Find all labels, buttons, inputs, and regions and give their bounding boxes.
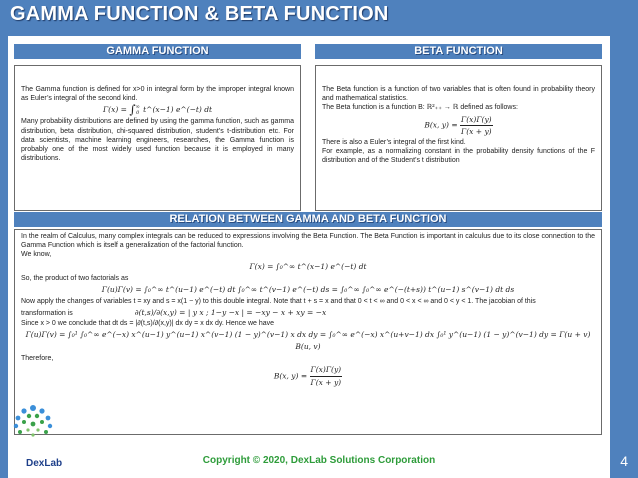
gamma-upper-limit: ∞ [135,104,140,111]
gamma-formula-lhs: Γ(x) = [102,105,127,115]
beta-formula-num: Γ(x)Γ(y) [461,114,492,124]
page-title: GAMMA FUNCTION & BETA FUNCTION [10,3,389,25]
gamma-heading: GAMMA FUNCTION [14,44,301,59]
gamma-lower-limit: 0 [136,110,140,117]
gamma-formula [21,104,294,116]
relation-eq4 [21,364,595,389]
beta-formula-lhs: B(x, y) = [424,120,458,130]
content-panel [8,36,610,478]
relation-transform-text: transformation is [21,310,73,318]
gamma-box [14,65,301,211]
dexlab-logo-icon [4,400,62,442]
relation-so-text: So, the product of two factorials as [21,274,129,282]
gamma-intro: The Gamma function is defined for x>0 in integral form by the improper integral known as Euler’s integral of the second kind. [21,86,294,103]
relation-since-text: Since x > 0 we conclude that dt ds = |∂(t,s)/∂(x,y)| dx dy = x dx dy. Hence we have [21,320,275,328]
relation-eq3: Γ(u)Γ(v) = ∫₀¹ ∫₀^∞ e^(−x) x^(u−1) y^(u−1) x^(v−1) (1 − y)^(v−1) x dx dy = ∫₀^∞ e^(−x) x^(u+v−1) dx ∫₀¹ y^(u−1) (1 − y)^(v−1) dy = Γ(u + v) B(u, v) [25,330,591,352]
relation-transform-row [21,306,595,319]
relation-we-know: We know, [21,251,52,259]
beta-box [315,65,602,211]
beta-line2: The Beta function is a function B: ℝ²₊₊ → ℝ defined as follows: [322,104,518,112]
beta-formula [322,114,595,137]
relation-eq4-den: Γ(x + y) [310,378,342,388]
relation-eq4-lhs: B(x, y) = [273,371,308,381]
copyright-text: Copyright © 2020, DexLab Solutions Corporation [202,455,436,466]
beta-formula-den: Γ(x + y) [461,126,492,136]
integral-symbol-icon: ∫ [129,102,136,117]
page-number: 4 [620,453,628,469]
logo-text: DexLab [26,458,63,469]
relation-eq1: Γ(x) = ∫₀^∞ t^(x−1) e^(−t) dt [249,261,367,271]
beta-line4: For example, as a normalizing constant in the probability density functions of the F distribution and of the Student’s t distribution [322,147,595,165]
relation-change-text: Now apply the changes of variables t = xy and s = x(1 − y) to this double integral. Note that t + s = x and that 0 < t < ∞ and 0 < x < ∞ and 0 < y < 1. The jacobian of this [21,297,536,305]
beta-heading: BETA FUNCTION [315,44,602,59]
relation-jacobian: ∂(t,s)/∂(x,y) = | y x ; 1−y −x | = −xy − x + xy = −x [134,308,327,318]
beta-intro: The Beta function is a function of two variables that is often found in probability theory and mathematical statistics. [322,86,595,103]
relation-eq4-num: Γ(x)Γ(y) [310,364,343,377]
gamma-body: Many probability distributions are defined by using the gamma function, such as gamma distribution, beta distribution, chi-squared distribution, student’s t-distribution etc. For data scientists, machine learning engineers, researches, the Gamma function is probably one of the most widely used function because it is employed in many distributions. [21,118,294,163]
relation-therefore: Therefore, [21,355,54,363]
gamma-formula-rhs: t^(x−1) e^(−t) dt [143,105,213,115]
beta-line3: There is also a Euler’s integral of the first kind. [322,138,466,146]
relation-box [14,229,602,435]
relation-eq2: Γ(u)Γ(v) = ∫₀^∞ t^(u−1) e^(−t) dt ∫₀^∞ t^(v−1) e^(−t) ds = ∫₀^∞ ∫₀^∞ e^(−(t+s)) t^(u−1) s^(v−1) dt ds [101,284,515,294]
relation-intro: In the realm of Calculus, many complex integrals can be reduced to expressions involving the Beta Function. The Beta Function is important in calculus due to its close connection to the Gamma Function which is itself a generalization of the factorial function. [21,233,595,250]
relation-heading: RELATION BETWEEN GAMMA AND BETA FUNCTION [14,212,602,227]
